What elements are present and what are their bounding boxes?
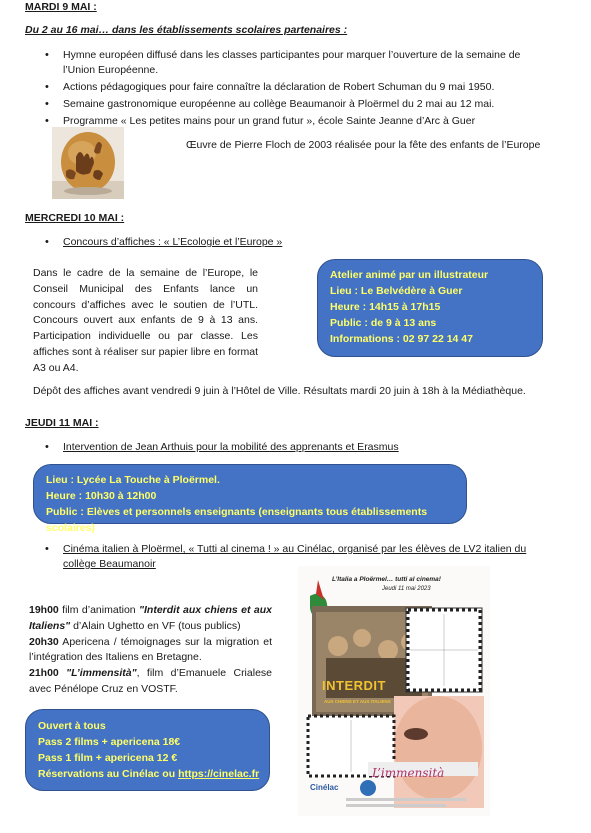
tuesday-title: MARDI 9 MAI :: [25, 1, 97, 13]
tickets-info-box: [25, 709, 270, 791]
contest-paragraph: Dans le cadre de la semaine de l’Europe, le Conseil Municipal des Enfants lance un concours d’affiches avec le soutien de l’UTL. Concours ouvert aux enfants de 9 à 13 ans. Participation individuelle ou par classe. Les affiches sont à réaliser sur papier libre en format A3 ou A4.: [33, 267, 258, 374]
poster-film-2: L’immensità: [372, 766, 445, 780]
program-text: , film d’Emanuele Crialese avec Pénélope Cruz en VOSTF.: [29, 667, 272, 695]
wednesday-title: MERCREDI 10 MAI :: [25, 212, 125, 224]
tuesday-bullet-list: [25, 48, 547, 129]
workshop-line: Public : de 9 à 13 ans: [330, 317, 437, 329]
contest-title: Concours d’affiches : « L’Ecologie et l’Europe »: [63, 236, 283, 248]
tuesday-subtitle: Du 2 au 16 mai… dans les établissements scolaires partenaires :: [25, 24, 348, 36]
tickets-line: Réservations au Cinélac ou: [38, 768, 179, 780]
list-item: [25, 440, 547, 455]
list-item: • Actions pédagogiques pour faire connaître la déclaration de Robert Schuman du 9 mai 1950.: [25, 80, 547, 95]
cinema-title: Cinéma italien à Ploërmel, « Tutti al cinema ! » au Cinélac, organisé par les élèves de LV2 italien du collège Beaumanoir: [63, 543, 527, 570]
cinema-program: [29, 603, 272, 698]
workshop-line: Lieu : Le Belvédère à Guer: [330, 285, 463, 297]
workshop-phone: Informations : 02 97 22 14 47: [330, 333, 473, 345]
list-item: • Semaine gastronomique européenne au collège Beaumanoir à Ploërmel du 2 mai au 12 mai.: [25, 97, 547, 112]
poster-header: L’Italia a Ploërmel… tutti al cinema!: [332, 576, 441, 583]
film-title-2: "L’immensità": [66, 667, 137, 680]
workshop-line: Atelier animé par un illustrateur: [330, 269, 489, 281]
cinema-poster: [298, 566, 490, 816]
poster-film-1: INTERDIT: [322, 678, 386, 693]
intervention-line: Heure : 10h30 à 12h00: [46, 490, 157, 502]
artwork-image: [52, 127, 124, 199]
thursday-title: JEUDI 11 MAI :: [25, 417, 99, 429]
poster-film-1-sub: AUX CHIENS ET AUX ITALIENS: [324, 699, 391, 704]
intervention-line: Public : Elèves et personnels enseignants (enseignants tous établissements scolaires): [46, 506, 428, 534]
program-text: film d’animation: [58, 604, 140, 616]
list-item: [25, 235, 547, 250]
program-text: d’Alain Ughetto en VF (tous publics): [70, 619, 241, 632]
deposit-note: Dépôt des affiches avant vendredi 9 juin à l’Hôtel de Ville. Résultats mardi 20 juin à 18h à la Médiathèque.: [33, 385, 526, 397]
workshop-line: Heure : 14h15 à 17h15: [330, 301, 441, 313]
tickets-line: Pass 2 films + apericena 18€: [38, 736, 181, 748]
list-item: • Hymne européen diffusé dans les classes participantes pour marquer l’ouverture de la semaine de l’Union Européenne.: [25, 48, 547, 78]
program-time-3: 21h00: [29, 667, 59, 680]
film-title-1: "Interdit aux chiens et aux Italiens": [29, 604, 273, 632]
list-item: • Programme « Les petites mains pour un grand futur », école Sainte Jeanne d’Arc à Guer: [25, 114, 547, 129]
cinelac-link[interactable]: https://cinelac.fr: [178, 768, 260, 780]
program-time-2: 20h30: [29, 635, 59, 648]
workshop-info-box: [317, 259, 543, 357]
intervention-line: Lieu : Lycée La Touche à Ploërmel.: [46, 474, 220, 486]
intervention-info-box: [33, 464, 467, 534]
poster-date: Jeudi 11 mai 2023: [382, 586, 431, 592]
wednesday-bullet-list: [25, 235, 547, 250]
thursday-bullet-list-1: [25, 440, 547, 455]
tickets-line: Pass 1 film + apericena 12 €: [38, 752, 178, 764]
tickets-line: Ouvert à tous: [38, 720, 106, 732]
intervention-title: Intervention de Jean Arthuis pour la mobilité des apprenants et Erasmus: [63, 441, 399, 453]
program-time-1: 19h00: [29, 604, 59, 616]
program-text: Apericena / témoignages sur la migration et l’intégration des Italiens en Bretagne.: [29, 635, 272, 664]
poster-brand: Cinélac: [310, 783, 339, 792]
artwork-caption: Œuvre de Pierre Floch de 2003 réalisée pour la fête des enfants de l’Europe: [186, 139, 541, 151]
